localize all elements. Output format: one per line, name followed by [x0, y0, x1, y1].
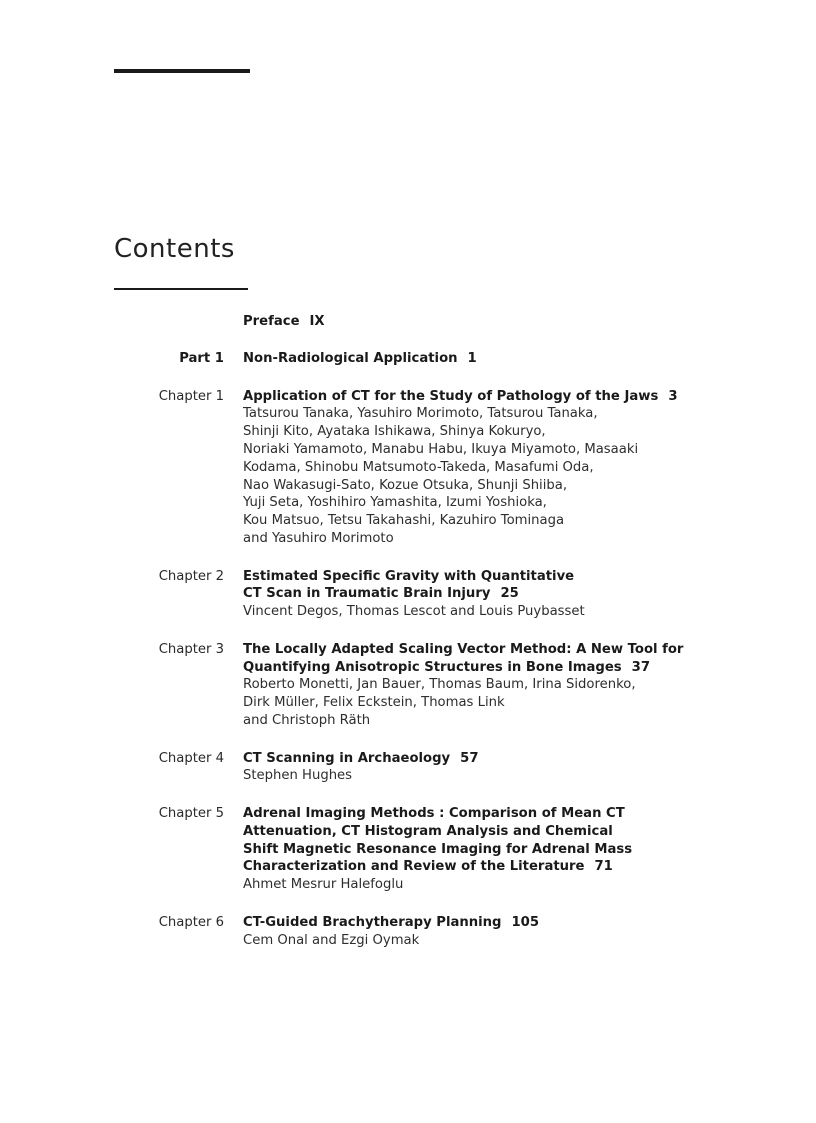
toc-entry-chapter-6[interactable] [0, 914, 816, 950]
chapter-title-line: Shift Magnetic Resonance Imaging for Adrenal Mass [243, 841, 633, 857]
toc-entry-preface[interactable] [0, 313, 816, 331]
chapter-authors [243, 603, 703, 621]
part-page: 1 [467, 351, 477, 367]
author-line: Nao Wakasugi-Sato, Kozue Otsuka, Shunji Shiiba, [243, 477, 568, 493]
chapter-authors [243, 676, 703, 729]
chapter-label: Chapter 5 [158, 805, 224, 821]
toc-entry-chapter-5[interactable] [0, 805, 816, 894]
author-line: Dirk Müller, Felix Eckstein, Thomas Link [243, 695, 505, 711]
toc-entry-chapter-4[interactable] [0, 750, 816, 786]
table-of-contents [0, 313, 816, 969]
chapter-title-line: The Locally Adapted Scaling Vector Method: A New Tool for [243, 641, 684, 657]
chapter-label: Chapter 4 [158, 750, 224, 766]
author-line: and Yasuhiro Morimoto [243, 530, 394, 546]
chapter-title-line: Estimated Specific Gravity with Quantitative [243, 568, 575, 584]
chapter-authors [243, 876, 703, 894]
chapter-authors [243, 767, 703, 785]
chapter-page-number: 57 [460, 750, 479, 766]
author-line: Kodama, Shinobu Matsumoto-Takeda, Masafumi Oda, [243, 459, 594, 475]
chapter-authors [243, 405, 703, 547]
chapter-page-number: 71 [594, 859, 613, 875]
author-line: Ahmet Mesrur Halefoglu [243, 877, 404, 893]
part-title: Non-Radiological Application [243, 351, 458, 367]
chapter-title-line: CT-Guided Brachytherapy Planning 105 [243, 914, 540, 930]
author-line: Cem Onal and Ezgi Oymak [243, 932, 420, 948]
chapter-page-number: 25 [500, 586, 519, 602]
chapter-title-line: Attenuation, CT Histogram Analysis and Chemical [243, 823, 613, 839]
author-line: Tatsurou Tanaka, Yasuhiro Morimoto, Tatsurou Tanaka, [243, 406, 598, 422]
author-line: Kou Matsuo, Tetsu Takahashi, Kazuhiro Tominaga [243, 513, 565, 529]
chapter-title-line: CT Scanning in Archaeology 57 [243, 750, 479, 766]
chapter-label: Chapter 6 [158, 914, 224, 930]
part-label: Part 1 [179, 351, 224, 367]
author-line: Roberto Monetti, Jan Bauer, Thomas Baum, Irina Sidorenko, [243, 677, 636, 693]
top-rule [114, 69, 250, 73]
author-line: and Christoph Räth [243, 712, 371, 728]
toc-entry-chapter-1[interactable] [0, 388, 816, 548]
chapter-label: Chapter 1 [158, 388, 224, 404]
author-line: Shinji Kito, Ayataka Ishikawa, Shinya Kokuryo, [243, 424, 546, 440]
chapter-page-number: 105 [511, 914, 540, 930]
author-line: Vincent Degos, Thomas Lescot and Louis Puybasset [243, 604, 585, 620]
chapter-title-line: CT Scan in Traumatic Brain Injury 25 [243, 586, 519, 602]
preface-title: Preface [243, 314, 300, 329]
toc-entry-part-1[interactable] [0, 350, 816, 368]
chapter-label: Chapter 3 [158, 641, 224, 657]
author-line: Stephen Hughes [243, 768, 353, 784]
preface-page: IX [309, 314, 325, 329]
author-line: Yuji Seta, Yoshihiro Yamashita, Izumi Yoshioka, [243, 495, 547, 511]
chapter-page-number: 3 [668, 388, 678, 404]
chapter-label: Chapter 2 [158, 568, 224, 584]
toc-entry-chapter-2[interactable] [0, 568, 816, 621]
chapter-list [0, 388, 816, 950]
title-rule [114, 288, 248, 290]
page-title: Contents [114, 234, 235, 264]
chapter-authors [243, 932, 703, 950]
chapter-title-line: Adrenal Imaging Methods : Comparison of Mean CT [243, 805, 625, 821]
author-line: Noriaki Yamamoto, Manabu Habu, Ikuya Miyamoto, Masaaki [243, 441, 639, 457]
chapter-page-number: 37 [631, 659, 651, 675]
toc-entry-chapter-3[interactable] [0, 641, 816, 730]
chapter-title-line: Characterization and Review of the Literature 71 [243, 859, 613, 875]
chapter-title-line: Quantifying Anisotropic Structures in Bone Images 37 [243, 659, 651, 675]
chapter-title-line: Application of CT for the Study of Pathology of the Jaws 3 [243, 388, 678, 404]
